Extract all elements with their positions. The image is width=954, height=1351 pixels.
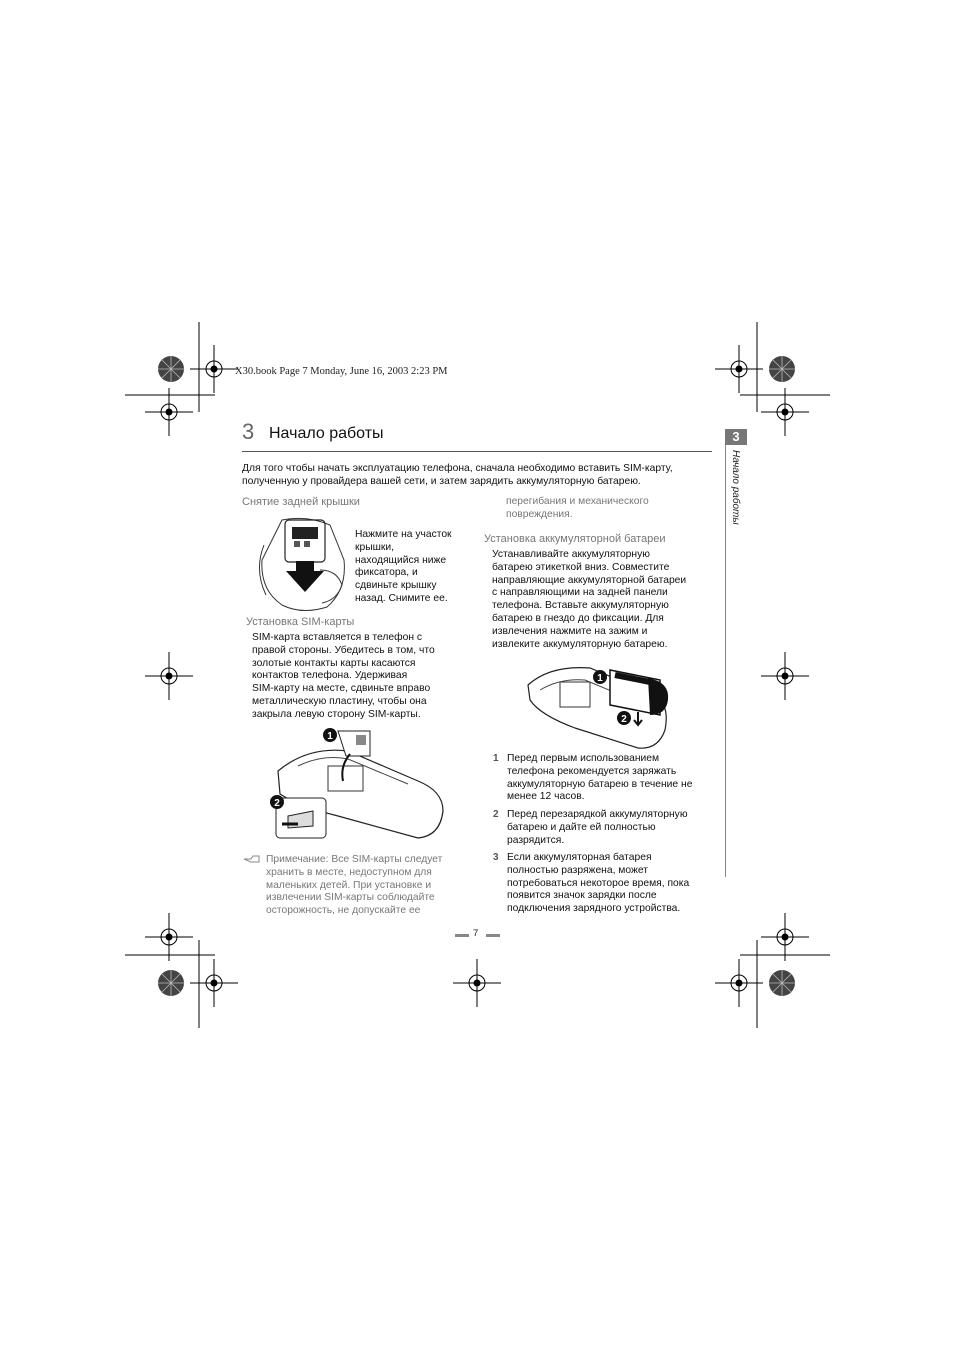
list-item-line: появится значок зарядки после — [507, 890, 657, 902]
list-item-line: полностью разряжена, может — [507, 864, 648, 876]
note-continued — [506, 496, 706, 522]
battery-line: с направляющими на задней панели — [492, 587, 668, 599]
battery-line: телефона. Вставьте аккумуляторную — [492, 600, 669, 612]
list-item-line: разрядится. — [507, 834, 565, 846]
battery-line: извлеките аккумуляторную батарею. — [492, 638, 668, 650]
note-text — [266, 854, 466, 918]
side-tab-number: 3 — [725, 429, 747, 445]
battery-line: направляющие аккумуляторной батареи — [492, 574, 687, 586]
list-item — [507, 809, 717, 847]
page-number-bar-left — [455, 934, 469, 937]
battery-line: батарею в гнездо до фиксации. Для — [492, 612, 664, 624]
sim-text — [252, 632, 472, 722]
note-line: Примечание: Все SIM-карты следует — [266, 854, 443, 865]
chapter-title: Начало работы — [269, 425, 384, 442]
remove-cover-line: Нажмите на участок — [355, 529, 452, 540]
battery-line: Устанавливайте аккумуляторную — [492, 549, 650, 560]
note-line: перегибания и механического — [506, 496, 649, 507]
remove-cover-line: назад. Снимите ее. — [355, 592, 448, 604]
note-line: извлечении SIM-карты соблюдайте — [266, 892, 435, 904]
battery-line: батарею этикеткой вниз. Совместите — [492, 561, 670, 573]
list-item-line: батарею и дайте ей полностью — [507, 821, 656, 833]
remove-cover-line: сдвиньте крышку — [355, 580, 437, 592]
sim-line: закрыла левую сторону SIM-карты. — [252, 708, 421, 720]
remove-cover-line: фиксатора, и — [355, 567, 418, 579]
battery-line: извлечения нажмите на зажим и — [492, 625, 648, 637]
sim-line: SIM-карту на месте, сдвиньте вправо — [252, 683, 431, 695]
list-item-line: Если аккумуляторная батарея — [507, 852, 652, 863]
battery-insert-illustration — [520, 660, 675, 755]
battery-text — [492, 549, 712, 651]
intro-paragraph: Для того чтобы начать эксплуатацию телефона, сначала необходимо вставить SIM-карту, полученную у провайдера вашей сети, и затем зарядить аккумуляторную батарею. — [242, 463, 673, 487]
list-number: 2 — [493, 809, 499, 820]
battery-heading: Установка аккумуляторной батареи — [484, 533, 666, 545]
side-tab-rule — [725, 445, 726, 877]
note-hand-icon — [243, 853, 261, 865]
side-tab-label: Начало работы — [730, 450, 741, 525]
sim-line: металлическую пластину, чтобы она — [252, 695, 427, 707]
remove-cover-text — [355, 529, 475, 606]
chapter-number: 3 — [242, 419, 255, 444]
list-number: 3 — [493, 852, 499, 863]
sim-line: золотые контакты карты касаются — [252, 657, 416, 669]
list-item-line: потребоваться некоторое время, пока — [507, 877, 690, 889]
remove-cover-heading: Снятие задней крышки — [242, 496, 360, 508]
battery-step-1-label: 1 — [597, 673, 603, 684]
sim-line: контактов телефона. Удерживая — [252, 670, 408, 682]
list-item-line: Перед первым использованием — [507, 753, 660, 764]
list-item-line: Перед перезарядкой аккумуляторную — [507, 809, 688, 820]
page-number: 7 — [473, 928, 479, 939]
list-item-line: подключения зарядного устройства. — [507, 903, 681, 915]
sim-step-2-label: 2 — [274, 798, 280, 809]
list-item-line: аккумуляторную батарею в течение не — [507, 778, 693, 790]
sim-heading: Установка SIM-карты — [246, 616, 355, 628]
list-item-line: менее 12 часов. — [507, 791, 585, 803]
note-line: хранить в месте, недоступном для — [266, 866, 432, 878]
sim-line: SIM-карта вставляется в телефон с — [252, 632, 423, 643]
list-item — [507, 852, 717, 916]
list-number: 1 — [493, 753, 499, 764]
book-header-line: X30.book Page 7 Monday, June 16, 2003 2:23 PM — [235, 366, 448, 377]
remove-cover-illustration — [252, 515, 352, 615]
battery-step-2-label: 2 — [621, 714, 627, 725]
remove-cover-line: находящийся ниже — [355, 554, 447, 566]
sim-insert-illustration — [268, 726, 448, 851]
note-line: маленьких детей. При установке и — [266, 879, 432, 891]
list-item-line: телефона рекомендуется заряжать — [507, 765, 677, 777]
note-line: повреждения. — [506, 508, 573, 520]
sim-line: правой стороны. Убедитесь в том, что — [252, 644, 435, 656]
list-item — [507, 753, 717, 804]
remove-cover-line: крышки, — [355, 541, 395, 553]
chapter-rule — [242, 451, 712, 452]
note-line: осторожность, не допускайте ее — [266, 905, 421, 917]
sim-step-1-label: 1 — [327, 731, 333, 742]
page-number-bar-right — [486, 934, 500, 937]
